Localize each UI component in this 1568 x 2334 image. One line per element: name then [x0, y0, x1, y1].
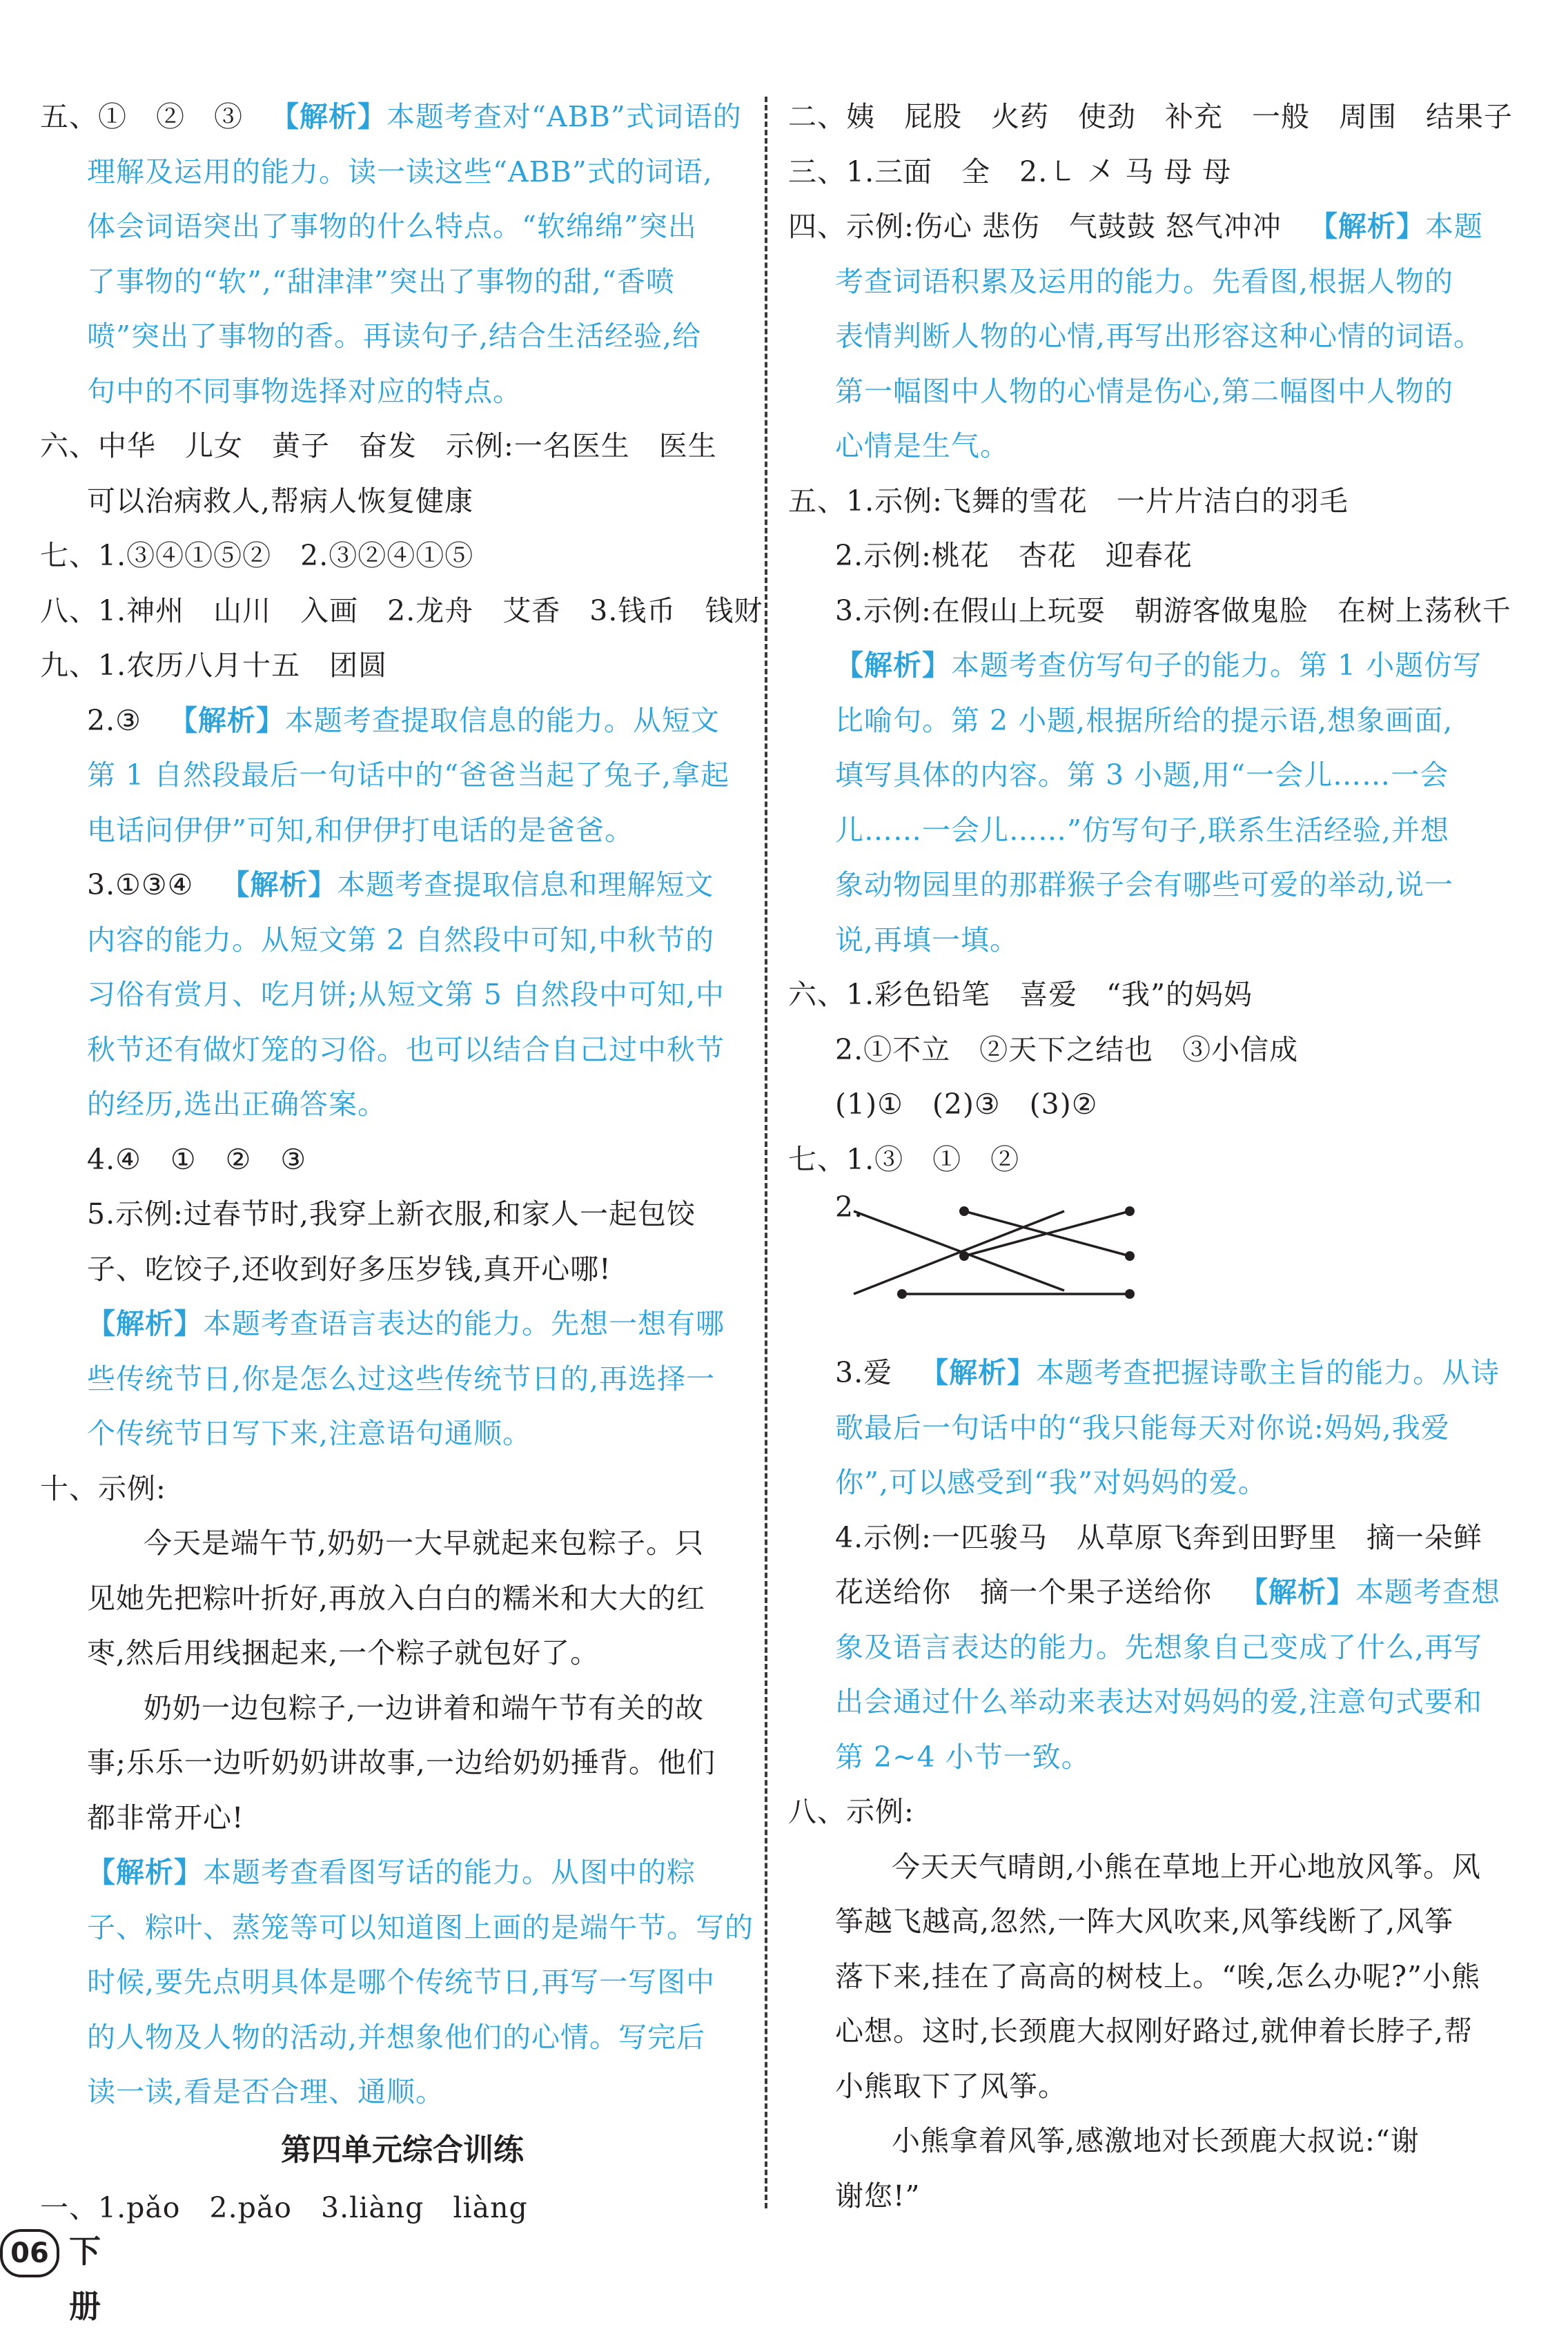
q7-1-answer: 七、1.③ ① ② — [788, 1142, 1020, 1176]
essay-line: 谢您!” — [835, 2179, 921, 2213]
matching-diagram — [788, 1180, 1533, 1346]
analysis-tag: 【解析】 — [1239, 1576, 1355, 1609]
q6-2-answer: 2.①不立 ②天下之结也 ③小信成 — [835, 1032, 1299, 1066]
essay-line: 落下来,挂在了高高的树枝上。“唉,怎么办呢?”小熊 — [835, 1959, 1480, 1993]
q7-4-answer-cont: 花送给你 摘一个果子送给你 — [835, 1576, 1212, 1609]
analysis-text: 第 2~4 小节一致。 — [835, 1740, 1090, 1774]
q4-answer: 四、示例:伤心 悲伤 气鼓鼓 怒气冲冲 — [788, 210, 1282, 243]
q7-answer: 七、1.③④①⑤② 2.③②④①⑤ — [40, 539, 474, 572]
analysis-tag: 【解析】 — [87, 1307, 203, 1340]
analysis-text: 子、粽叶、蒸笼等可以知道图上画的是端午节。写的 — [87, 1910, 754, 1944]
analysis-text: 的人物及人物的活动,并想象他们的心情。写完后 — [87, 2020, 706, 2054]
analysis-text: 本题考查对“ABB”式词语的 — [386, 100, 742, 133]
analysis-text: 本题考查想 — [1355, 1576, 1500, 1609]
match-dot — [959, 1206, 969, 1216]
essay-paragraph: 今天是端午节,奶奶一大早就起来包粽子。只 — [144, 1527, 705, 1560]
right-column — [788, 90, 1533, 2224]
analysis-text: 读一读,看是否合理、通顺。 — [87, 2075, 445, 2108]
q3-answer: 三、1.三面 全 2.㇄ 㐅 马 母 母 — [788, 155, 1232, 188]
q9-4-answer: 4.④ ① ② ③ — [87, 1142, 307, 1176]
analysis-text: 内容的能力。从短文第 2 自然段中可知,中秋节的 — [87, 923, 715, 957]
essay-paragraph: 小熊拿着风筝,感激地对长颈鹿大叔说:“谢 — [892, 2124, 1420, 2157]
essay-line: 筝越飞越高,忽然,一阵大风吹来,风筝线断了,风筝 — [835, 1905, 1454, 1938]
q5-line-1 — [40, 90, 742, 145]
q5-answer: 五、① ② ③ — [40, 100, 243, 133]
analysis-text: 说,再填一填。 — [835, 923, 1019, 957]
q7-3-answer: 3.爱 — [835, 1356, 893, 1389]
q5-2-answer: 2.示例:桃花 杏花 迎春花 — [835, 539, 1193, 572]
essay-line: 都非常开心! — [87, 1801, 244, 1834]
match-dot — [959, 1251, 969, 1261]
analysis-text: 本题考查把握诗歌主旨的能力。从诗 — [1036, 1356, 1500, 1389]
analysis-text: 象动物园里的那群猴子会有哪些可爱的举动,说一 — [835, 868, 1454, 901]
column-divider — [765, 97, 767, 2208]
analysis-text: 电话问伊伊”可知,和伊伊打电话的是爸爸。 — [87, 813, 634, 847]
analysis-text: 歌最后一句话中的“我只能每天对你说:妈妈,我爱 — [835, 1411, 1450, 1444]
analysis-text: 些传统节日,你是怎么过这些传统节日的,再选择一 — [87, 1362, 716, 1395]
match-dot — [1125, 1251, 1135, 1261]
match-dot — [1125, 1206, 1135, 1216]
analysis-text: 本题考查仿写句子的能力。第 1 小题仿写 — [951, 649, 1482, 682]
analysis-text: 填写具体的内容。第 3 小题,用“一会儿……一会 — [835, 758, 1449, 792]
analysis-text: 本题 — [1424, 210, 1483, 243]
analysis-text: 本题考查语言表达的能力。先想一想有哪 — [203, 1307, 725, 1340]
essay-line: 小熊取下了风筝。 — [835, 2069, 1067, 2103]
q8-heading: 八、示例: — [788, 1795, 914, 1828]
q9-1-answer: 九、1.农历八月十五 团圆 — [40, 649, 388, 682]
analysis-text: 本题考查提取信息和理解短文 — [337, 868, 714, 901]
analysis-text: 心情是生气。 — [835, 429, 1009, 462]
q6-3-answer: (1)① (2)③ (3)② — [835, 1088, 1098, 1121]
q6-answer: 六、中华 儿女 黄子 奋发 示例:一名医生 医生 — [40, 429, 717, 462]
q5-analysis — [788, 638, 1533, 694]
matching-lines — [833, 1180, 1164, 1332]
q7-4-line — [788, 1565, 1533, 1620]
essay-line: 心想。这时,长颈鹿大叔刚好路过,就伸着长脖子,帮 — [835, 2014, 1473, 2048]
q2-answer: 二、姨 屁股 火药 使劲 补充 一般 周围 结果子 — [788, 100, 1513, 133]
essay-paragraph: 今天天气晴朗,小熊在草地上开心地放风筝。风 — [892, 1850, 1482, 1883]
q9-5-answer: 5.示例:过春节时,我穿上新衣服,和家人一起包饺 — [87, 1197, 696, 1230]
analysis-text: 表情判断人物的心情,再写出形容这种心情的词语。 — [835, 320, 1483, 353]
q10-analysis — [40, 1845, 737, 1901]
essay-line: 枣,然后用线捆起来,一个粽子就包好了。 — [87, 1636, 600, 1669]
analysis-text: 个传统节日写下来,注意语句通顺。 — [87, 1417, 532, 1450]
analysis-text: 本题考查看图写话的能力。从图中的粽 — [203, 1856, 696, 1889]
analysis-tag: 【解析】 — [1309, 210, 1425, 243]
analysis-tag: 【解析】 — [87, 1856, 203, 1889]
analysis-text: 句中的不同事物选择对应的特点。 — [87, 374, 522, 408]
analysis-tag: 【解析】 — [920, 1356, 1037, 1389]
essay-paragraph: 奶奶一边包粽子,一边讲着和端午节有关的故 — [144, 1691, 705, 1725]
analysis-text: 象及语言表达的能力。先想象自己变成了什么,再写 — [835, 1630, 1483, 1664]
analysis-text: 你”,可以感受到“我”对妈妈的爱。 — [835, 1466, 1267, 1499]
analysis-text: 第 1 自然段最后一句话中的“爸爸当起了兔子,拿起 — [87, 758, 730, 792]
essay-line: 见她先把粽叶折好,再放入白白的糯米和大大的红 — [87, 1581, 706, 1615]
unit4-q1-answer: 一、1.pǎo 2.pǎo 3.liàng liàng — [40, 2190, 528, 2224]
q9-5-analysis — [40, 1297, 737, 1352]
analysis-tag: 【解析】 — [221, 868, 337, 901]
q9-2-line — [40, 694, 737, 749]
q9-5-answer-cont: 子、吃饺子,还收到好多压岁钱,真开心哪! — [87, 1252, 611, 1286]
analysis-text: 比喻句。第 2 小题,根据所给的提示语,想象画面, — [835, 703, 1453, 737]
q7-4-answer: 4.示例:一匹骏马 从草原飞奔到田野里 摘一朵鲜 — [835, 1520, 1482, 1554]
analysis-text: 本题考查提取信息的能力。从短文 — [284, 703, 720, 737]
q6-answer-cont: 可以治病救人,帮病人恢复健康 — [87, 484, 474, 518]
analysis-text: 第一幅图中人物的心情是伤心,第二幅图中人物的 — [835, 374, 1454, 408]
q6-1-answer: 六、1.彩色铅笔 喜爱 “我”的妈妈 — [788, 978, 1253, 1011]
q5-1-answer: 五、1.示例:飞舞的雪花 一片片洁白的羽毛 — [788, 484, 1349, 518]
essay-line: 事;乐乐一边听奶奶讲故事,一边给奶奶捶背。他们 — [87, 1746, 716, 1779]
analysis-text: 理解及运用的能力。读一读这些“ABB”式的词语, — [87, 155, 713, 188]
q5-3-answer: 3.示例:在假山上玩耍 朝游客做鬼脸 在树上荡秋千 — [835, 594, 1511, 627]
analysis-text: 体会词语突出了事物的什么特点。“软绵绵”突出 — [87, 210, 697, 243]
q10-heading: 十、示例: — [40, 1471, 166, 1505]
analysis-tag: 【解析】 — [271, 100, 386, 133]
left-column — [40, 90, 763, 2235]
analysis-text: 考查词语积累及运用的能力。先看图,根据人物的 — [835, 264, 1454, 298]
q9-3-answer: 3.①③④ — [87, 868, 194, 901]
analysis-text: 秋节还有做灯笼的习俗。也可以结合自己过中秋节 — [87, 1032, 725, 1066]
analysis-text: 时候,要先点明具体是哪个传统节日,再写一写图中 — [87, 1965, 716, 1999]
unit-title: 第四单元综合训练 — [281, 2132, 524, 2168]
analysis-text: 喷”突出了事物的香。再读句子,结合生活经验,给 — [87, 320, 702, 353]
q7-3-line — [788, 1346, 1533, 1401]
match-dot — [1125, 1289, 1135, 1299]
q9-3-line — [40, 858, 737, 913]
q7-2-label: 2. — [835, 1190, 864, 1224]
q4-line — [788, 199, 1533, 255]
analysis-text: 习俗有赏月、吃月饼;从短文第 5 自然段中可知,中 — [87, 978, 725, 1011]
analysis-tag: 【解析】 — [835, 649, 951, 682]
page-number: 06 — [0, 2229, 59, 2277]
analysis-text: 出会通过什么举动来表达对妈妈的爱,注意句式要和 — [835, 1685, 1483, 1718]
q8-answer: 八、1.神州 山川 入画 2.龙舟 艾香 3.钱币 钱财 — [40, 594, 763, 627]
volume-label: 下册 — [69, 2233, 101, 2325]
analysis-text: 了事物的“软”,“甜津津”突出了事物的甜,“香喷 — [87, 264, 675, 298]
match-dot — [897, 1289, 907, 1299]
q9-2-answer: 2.③ — [87, 703, 141, 737]
analysis-text: 儿……一会儿……”仿写句子,联系生活经验,并想 — [835, 813, 1450, 847]
analysis-text: 的经历,选出正确答案。 — [87, 1088, 387, 1121]
analysis-tag: 【解析】 — [168, 703, 285, 737]
